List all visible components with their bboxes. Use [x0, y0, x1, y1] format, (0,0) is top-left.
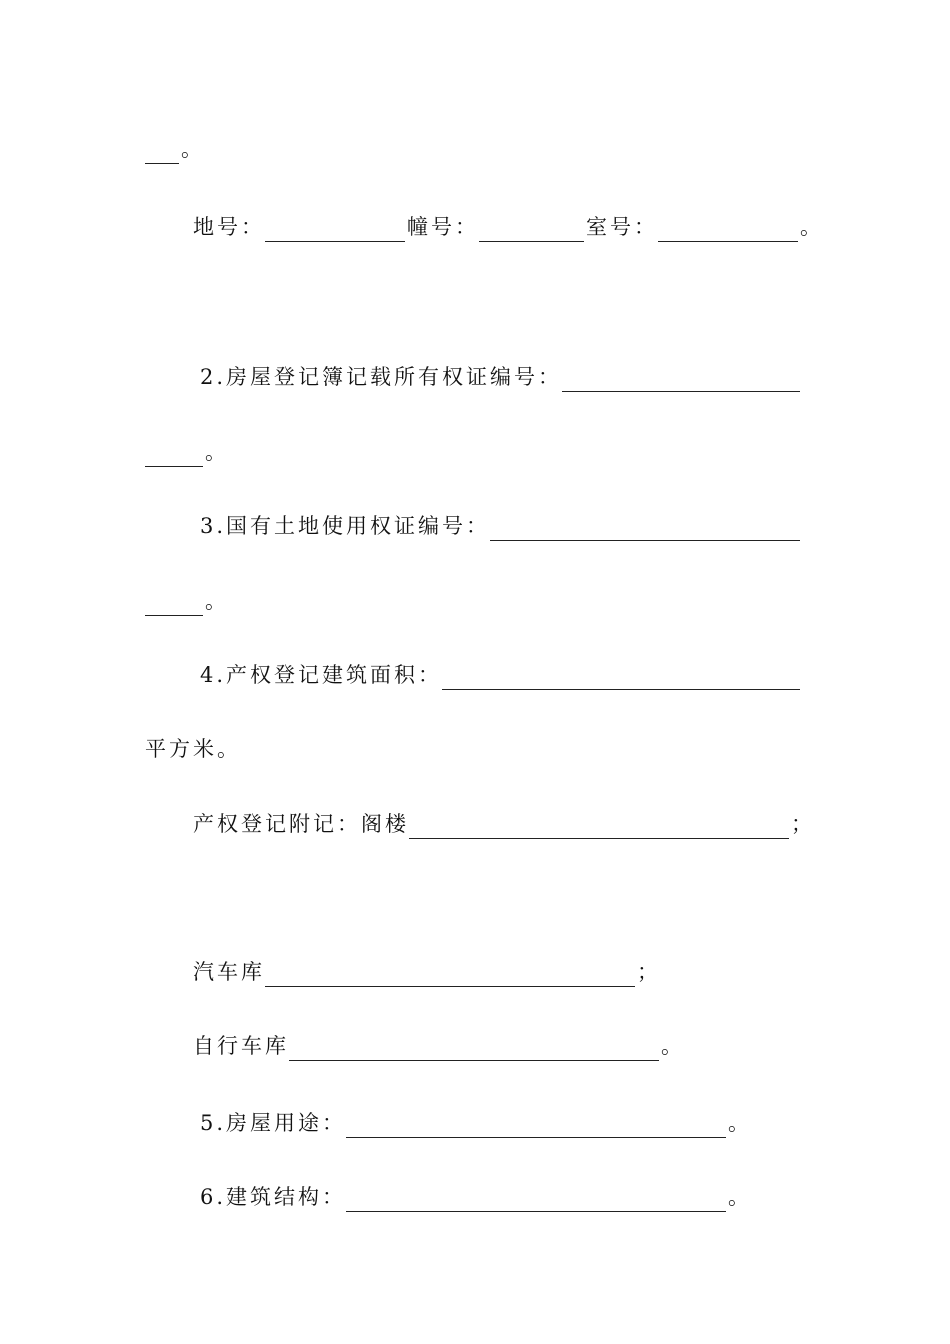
- item6-end: 。: [728, 1185, 753, 1209]
- item2-continuation: [145, 437, 229, 467]
- item3-label: 3.国有土地使用权证编号：: [200, 514, 491, 538]
- garage-line: [193, 957, 661, 987]
- room-label: 室号：: [586, 215, 658, 239]
- item3-blank[interactable]: [490, 516, 800, 541]
- garage-end: ；: [637, 960, 661, 984]
- building-blank[interactable]: [479, 217, 584, 242]
- bike-garage-label: 自行车库: [193, 1034, 289, 1058]
- lot-blank[interactable]: [265, 217, 405, 242]
- item6-label: 6.建筑结构：: [200, 1185, 347, 1209]
- item2-line: [200, 362, 802, 392]
- item4-blank[interactable]: [442, 665, 800, 690]
- item5-line: [200, 1108, 752, 1138]
- continuation-line: [145, 134, 205, 164]
- bike-garage-line: [193, 1031, 685, 1061]
- annex-label: 产权登记附记：阁楼: [193, 812, 409, 836]
- item4-label: 4.产权登记建筑面积：: [200, 663, 443, 687]
- item3-blank-continued[interactable]: [145, 591, 203, 616]
- item3-end: 。: [205, 589, 229, 613]
- bike-garage-end: 。: [661, 1034, 685, 1058]
- building-label: 幢号：: [407, 215, 479, 239]
- item2-end: 。: [205, 440, 229, 464]
- continuation-end: 。: [181, 137, 205, 161]
- continuation-blank[interactable]: [145, 139, 179, 164]
- item4-unit: 平方米。: [145, 737, 241, 761]
- item3-continuation: [145, 586, 229, 616]
- address-end: 。: [800, 215, 824, 239]
- item4-unit-line: [145, 734, 241, 764]
- lot-label: 地号：: [193, 215, 265, 239]
- attic-blank[interactable]: [409, 814, 789, 839]
- item3-line: [200, 511, 802, 541]
- item2-label: 2.房屋登记簿记载所有权证编号：: [200, 365, 563, 389]
- item5-blank[interactable]: [346, 1113, 726, 1138]
- item2-blank[interactable]: [562, 367, 800, 392]
- garage-blank[interactable]: [265, 962, 635, 987]
- item5-label: 5.房屋用途：: [200, 1111, 347, 1135]
- annex-line: [193, 809, 815, 839]
- item6-blank[interactable]: [346, 1187, 726, 1212]
- item6-line: [200, 1182, 752, 1212]
- address-line: [193, 212, 824, 242]
- item5-end: 。: [728, 1111, 753, 1135]
- bike-garage-blank[interactable]: [289, 1036, 659, 1061]
- annex-end: ；: [791, 812, 815, 836]
- item2-blank-continued[interactable]: [145, 442, 203, 467]
- room-blank[interactable]: [658, 217, 798, 242]
- garage-label: 汽车库: [193, 960, 265, 984]
- item4-line: [200, 660, 802, 690]
